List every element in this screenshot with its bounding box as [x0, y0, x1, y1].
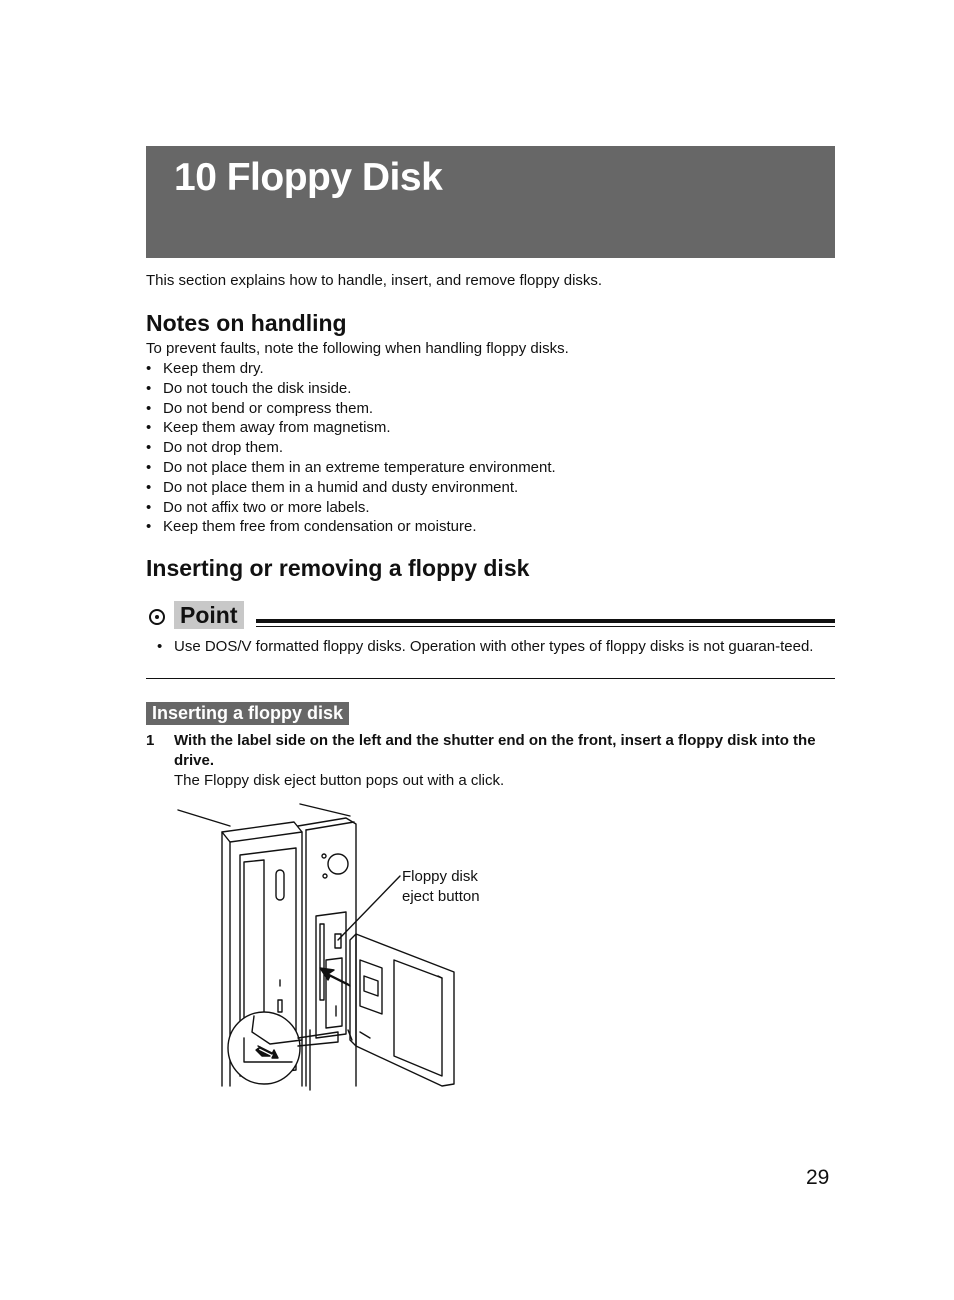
chapter-number: 10 [174, 156, 217, 199]
list-item: • Keep them away from magnetism. [146, 419, 391, 437]
intro-text: This section explains how to handle, insert, and remove floppy disks. [146, 272, 603, 289]
list-item: • Do not place them in a humid and dusty environment. [146, 478, 519, 496]
list-item: • Do not touch the disk inside. [146, 379, 352, 397]
perspective-line [178, 810, 230, 826]
list-item: • Keep them dry. [146, 360, 264, 377]
list-item: • Do not affix two or more labels. [146, 498, 370, 516]
chapter-title-text: Floppy Disk [226, 156, 443, 199]
list-item-text: Do not bend or compress them. [163, 399, 374, 417]
point-bottom-rule [146, 678, 835, 679]
list-item-text: Keep them away from magnetism. [163, 419, 391, 437]
list-item-text: Do not touch the disk inside. [163, 379, 352, 397]
floppy-disk [350, 934, 454, 1086]
list-item: • Do not place them in an extreme temperature environment. [146, 458, 556, 476]
notes-heading: Notes on handling [146, 310, 347, 336]
target-icon [149, 609, 165, 625]
point-bullet: • [157, 638, 163, 655]
page-number: 29 [806, 1166, 830, 1189]
callout-line-1: Floppy disk [402, 868, 478, 885]
list-item: • Keep them free from condensation or moisture. [146, 518, 477, 536]
list-item-text: Do not place them in an extreme temperature environment. [163, 458, 556, 476]
notes-lead: To prevent faults, note the following when handling floppy disks. [146, 340, 569, 357]
list-item-text: Keep them dry. [163, 360, 264, 377]
floppy-insert-illustration [170, 800, 500, 1092]
list-item: • Do not bend or compress them. [146, 399, 374, 417]
notes-list [146, 359, 556, 537]
figure-callout [402, 867, 522, 907]
step-note: The Floppy disk eject button pops out with a click. [174, 772, 505, 789]
callout-leader-line [338, 876, 400, 940]
point-rule-thin [256, 626, 835, 627]
list-item-text: Do not place them in a humid and dusty environment. [163, 478, 519, 496]
callout-line-2: eject button [402, 888, 480, 905]
point-text: Use DOS/V formatted floppy disks. Operation with other types of floppy disks is not guaran-teed. [174, 638, 814, 655]
list-item: • Do not drop them. [146, 439, 284, 457]
list-item-text: Do not drop them. [163, 439, 284, 457]
point-header [146, 600, 835, 632]
inserting-subheading: Inserting a floppy disk [146, 702, 349, 725]
chapter-title [174, 156, 442, 200]
list-item-text: Do not affix two or more labels. [163, 498, 370, 516]
list-item-text: Keep them free from condensation or moisture. [163, 518, 477, 536]
perspective-line [300, 804, 350, 816]
right-tower [298, 818, 356, 1090]
chapter-banner [146, 146, 835, 258]
step-text: With the label side on the left and the shutter end on the front, insert a floppy disk into the drive. [174, 732, 816, 769]
point-label: Point [174, 601, 244, 629]
point-rule-thick [256, 619, 835, 623]
power-button [328, 854, 348, 874]
magnifier-detail [228, 1012, 338, 1084]
inserting-heading: Inserting or removing a floppy disk [146, 555, 530, 581]
step-number: 1 [146, 732, 155, 749]
